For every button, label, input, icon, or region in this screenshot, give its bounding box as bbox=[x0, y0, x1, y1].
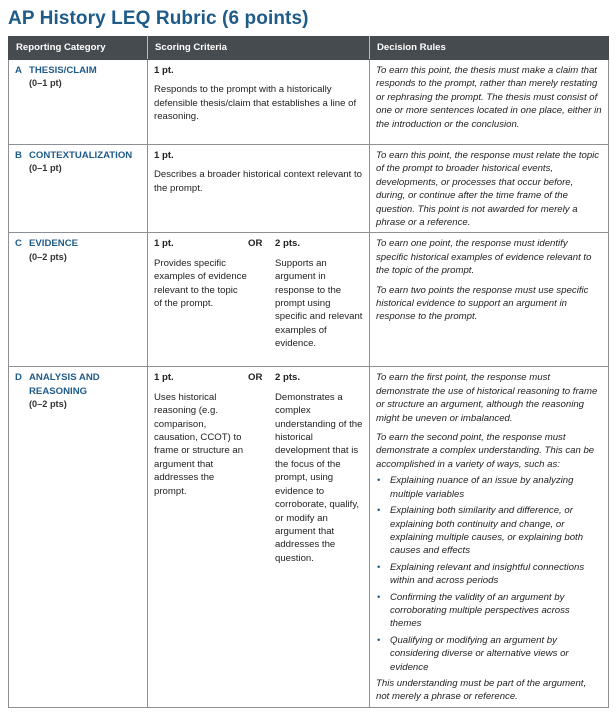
criteria-text-2: Demonstrates a complex understanding of the historical development that is the focus of the prompt, using evidence to corroborate, qualify, or modify an argument that addresses the question. bbox=[275, 391, 363, 564]
criteria-points: 1 pt. bbox=[154, 65, 174, 76]
criteria-points-1: 1 pt. bbox=[154, 238, 174, 250]
rule-text: To earn this point, the response must relate the topic of the prompt to broader historical events, developments, or processes that occur before, during, or continue after the time frame of the question. This point is not awarded for merely a phrase or a reference. bbox=[376, 150, 600, 229]
criteria-text-1: Uses historical reasoning (e.g. comparison, causation, CCOT) to frame or structure an argument that addresses the prompt. bbox=[154, 391, 244, 497]
criteria-cell bbox=[148, 60, 370, 145]
bullet-text: Qualifying or modifying an argument by considering diverse or alternative views or evidence bbox=[390, 634, 569, 673]
header-decision-rules: Decision Rules bbox=[370, 37, 609, 60]
category-letter: C bbox=[15, 238, 22, 250]
bullet-text: Explaining nuance of an issue by analyzing multiple variables bbox=[390, 475, 574, 500]
criteria-text: Describes a broader historical context relevant to the prompt. bbox=[154, 169, 362, 194]
header-reporting-category: Reporting Category bbox=[9, 37, 148, 60]
bullet-dot-icon: • bbox=[377, 561, 381, 573]
rule-closing-text: This understanding must be part of the argument, not merely a phrase or reference. bbox=[376, 677, 587, 703]
rule-text: To earn the first point, the response must demonstrate the use of historical reasoning to frame or structure an argument, although the reasoning might be uneven or imbalanced. bbox=[376, 372, 598, 424]
rule-text: To earn two points the response must use specific historical evidence to support an argument in response to the prompt. bbox=[376, 284, 589, 323]
table-header-row bbox=[9, 37, 609, 60]
rubric-table bbox=[8, 36, 609, 708]
category-name: THESIS/CLAIM bbox=[29, 65, 97, 76]
table-row bbox=[9, 60, 609, 145]
header-scoring-criteria: Scoring Criteria bbox=[148, 37, 370, 60]
bullet-dot-icon: • bbox=[377, 634, 381, 646]
rules-cell bbox=[370, 60, 609, 145]
criteria-text: Responds to the prompt with a historically defensible thesis/claim that establishes a line of reasoning. bbox=[154, 84, 357, 123]
table-row bbox=[9, 233, 609, 367]
criteria-or: OR bbox=[248, 372, 263, 384]
table-row bbox=[9, 367, 609, 707]
bullet-text: Explaining both similarity and difference, or explaining both continuity and change, or explaining multiple causes, or explaining both causes and effects bbox=[390, 505, 584, 557]
category-cell bbox=[9, 145, 148, 233]
rules-cell bbox=[370, 367, 609, 707]
category-cell bbox=[9, 233, 148, 367]
category-points: (0–1 pt) bbox=[29, 163, 62, 174]
criteria-points-2: 2 pts. bbox=[275, 372, 301, 384]
table-row bbox=[9, 145, 609, 233]
category-letter: A bbox=[15, 65, 22, 76]
bullet-text: Confirming the validity of an argument by corroborating multiple perspectives across themes bbox=[390, 591, 570, 630]
criteria-cell bbox=[148, 233, 370, 367]
category-points: (0–2 pts) bbox=[29, 251, 67, 262]
criteria-text-2: Supports an argument in response to the prompt using specific and relevant examples of evidence. bbox=[275, 257, 363, 350]
rule-text: To earn the second point, the response must demonstrate a complex understanding. This can be accomplished in a variety of ways, such as: bbox=[376, 432, 595, 470]
bullet-dot-icon: • bbox=[377, 591, 381, 603]
list-item bbox=[376, 474, 602, 501]
category-cell bbox=[9, 367, 148, 707]
rule-text: To earn this point, the thesis must make a claim that responds to the prompt, rather than merely restating or rephrasing the prompt. The thesis must consist of one or more sentences located in one place, either in the introduction or the conclusion. bbox=[376, 65, 602, 130]
category-letter: B bbox=[15, 150, 22, 161]
criteria-points-1: 1 pt. bbox=[154, 372, 174, 384]
criteria-points-2: 2 pts. bbox=[275, 238, 301, 250]
criteria-text-1: Provides specific examples of evidence relevant to the topic of the prompt. bbox=[154, 257, 247, 310]
list-item bbox=[376, 591, 602, 631]
category-name: EVIDENCE bbox=[29, 238, 79, 250]
bullet-dot-icon: • bbox=[377, 475, 381, 487]
category-name: CONTEXTUALIZATION bbox=[29, 150, 133, 161]
bullet-text: Explaining relevant and insightful connections within and across periods bbox=[390, 561, 585, 587]
rule-bullet-list bbox=[376, 474, 602, 674]
list-item bbox=[376, 634, 602, 674]
criteria-or: OR bbox=[248, 238, 263, 250]
criteria-cell bbox=[148, 145, 370, 233]
rule-text: To earn one point, the response must identify specific historical examples of evidence relevant to the topic of the prompt. bbox=[376, 238, 592, 277]
list-item bbox=[376, 504, 602, 558]
criteria-points: 1 pt. bbox=[154, 150, 174, 161]
category-points: (0–1 pt) bbox=[29, 78, 62, 89]
list-item bbox=[376, 561, 602, 588]
category-name: ANALYSIS AND REASONING bbox=[29, 372, 100, 397]
category-cell bbox=[9, 60, 148, 145]
rules-cell bbox=[370, 145, 609, 233]
rules-cell bbox=[370, 233, 609, 367]
bullet-dot-icon: • bbox=[377, 505, 381, 517]
category-points: (0–2 pts) bbox=[29, 399, 67, 410]
criteria-cell bbox=[148, 367, 370, 707]
page-title: AP History LEQ Rubric (6 points) bbox=[8, 8, 309, 29]
category-letter: D bbox=[15, 372, 22, 384]
